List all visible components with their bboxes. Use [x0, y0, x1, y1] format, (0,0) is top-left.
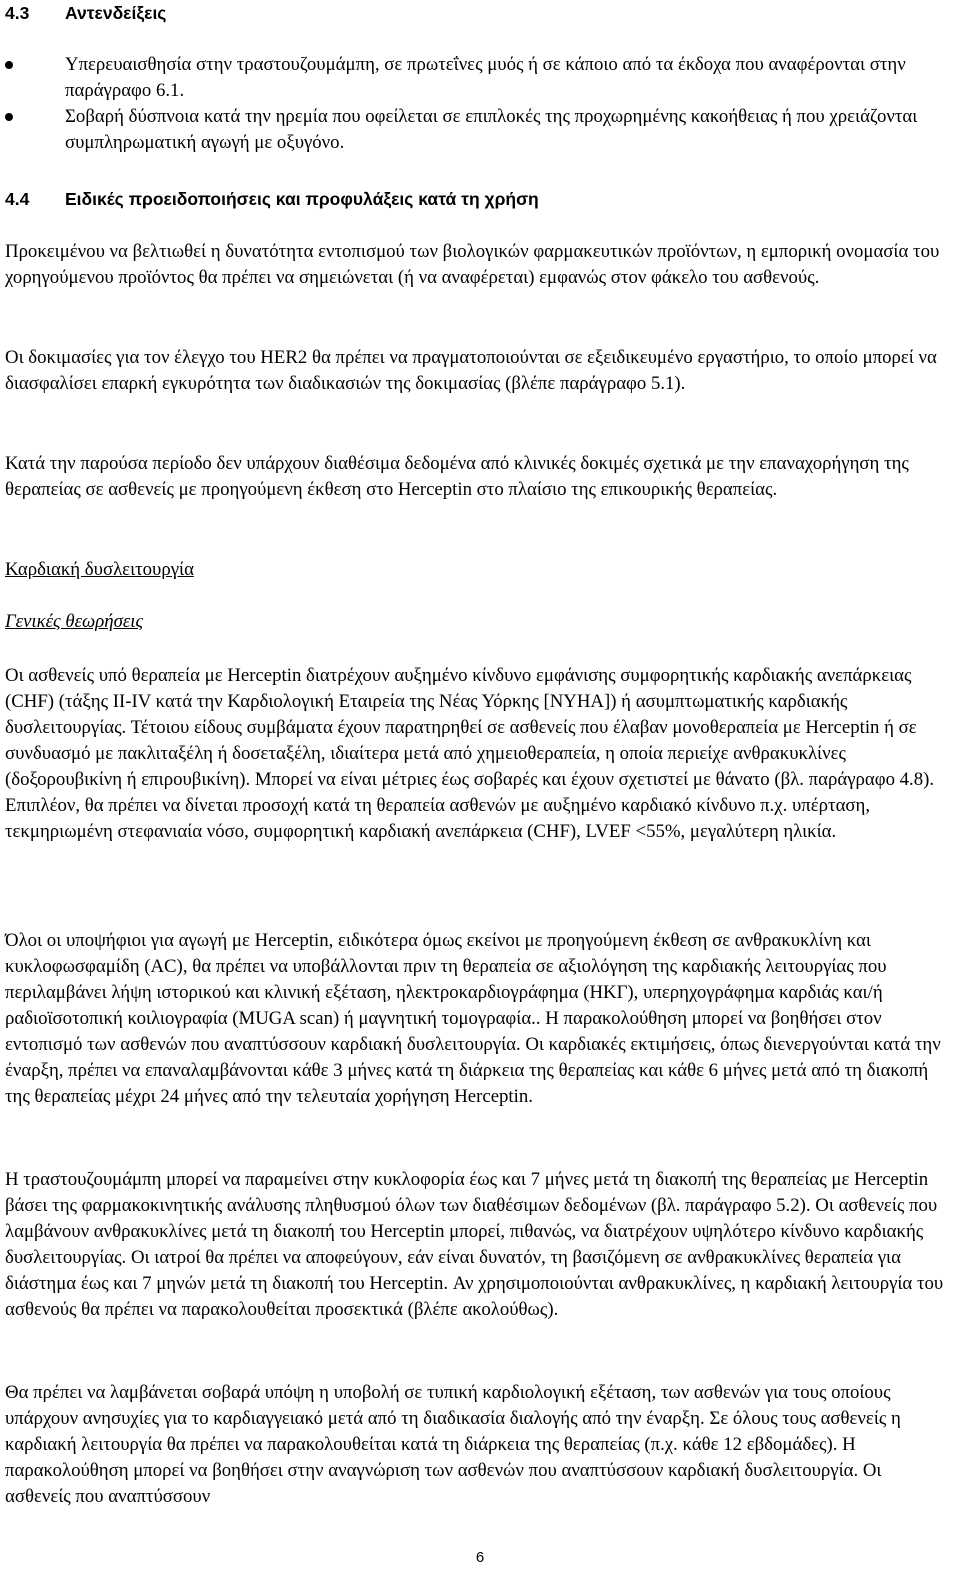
cardiac-dysfunction-heading: Καρδιακή δυσλειτουργία: [5, 559, 194, 580]
paragraph-cardiology-exam: Θα πρέπει να λαμβάνεται σοβαρά υπόψη η υποβολή σε τυπική καρδιολογική εξέταση, των ασθενών για τους οποίους υπάρχουν ανησυχίες για το καρδιαγγειακό μετά από τη διαδικασία διαλογής από την έναρξη. Σε όλους τους ασθενείς η καρδιακή λειτουργία θα πρέπει να παρακολουθείται κατά τη διάρκεια της θεραπείας (π.χ. κάθε 12 εβδομάδες). Η παρακολούθηση μπορεί να βοηθήσει στην αναγνώριση των ασθενών που αναπτύσσουν καρδιακή δυσλειτουργία. Οι ασθενείς που αναπτύσσουν: [5, 1382, 901, 1507]
paragraph-baseline-assessment: Όλοι οι υποψήφιοι για αγωγή με Herceptin, ειδικότερα όμως εκείνοι με προηγούμενη έκθεση σε ανθρακυκλίνη και κυκλοφωσφαμίδη (AC), θα πρέπει να υποβάλλονται πριν τη θεραπεία σε αξιολόγηση της καρδιακής λειτουργίας που περιλαμβάνει λήψη ιστορικού και κλινική εξέταση, ηλεκτροκαρδιογράφημα (ΗΚΓ), υπερηχογράφημα καρδιάς και/ή ραδιοϊσοτοπική κοιλιογραφία (MUGA scan) ή μαγνητική τομογραφία.. Η παρακολούθηση μπορεί να βοηθήσει στον εντοπισμό των ασθενών που αναπτύσσουν καρδιακή δυσλειτουργία. Οι καρδιακές εκτιμήσεις, όπως διενεργούνται κατά την έναρξη, πρέπει να επαναλαμβάνονται κάθε 3 μήνες κατά τη διάρκεια της θεραπείας και κάθε 6 μήνες μετά από τη διακοπή της θεραπείας μέχρι 24 μήνες από την τελευταία χορήγηση Herceptin.: [5, 930, 941, 1107]
paragraph-chf-risk: Οι ασθενείς υπό θεραπεία με Herceptin διατρέχουν αυξημένο κίνδυνο εμφάνισης συμφορητικής καρδιακής ανεπάρκειας (CHF) (τάξης II-IV κατά την Καρδιολογική Εταιρεία της Νέας Υόρκης [NYHA]) ή ασυμπτωματικής καρδιακής δυσλειτουργίας. Τέτοιου είδους συμβάματα έχουν παρατηρηθεί σε ασθενείς που έλαβαν μονοθεραπεία με Herceptin ή σε συνδυασμό με πακλιταξέλη ή δοσεταξέλη, ιδιαίτερα μετά από χημειοθεραπεία, η οποία περιείχε ανθρακυκλίνες (δοξορουβικίνη ή επιρουβικίνη). Μπορεί να είναι μέτριες έως σοβαρές και έχουν σχετιστεί με θάνατο (βλ. παράγραφο 4.8). Επιπλέον, θα πρέπει να δίνεται προσοχή κατά τη θεραπεία ασθενών με αυξημένο καρδιακό κίνδυνο π.χ. υπέρταση, τεκμηριωμένη στεφανιαία νόσο, συμφορητική καρδιακή ανεπάρκεια (CHF), LVEF <55%, μεγαλύτερη ηλικία.: [5, 665, 935, 842]
bullet-icon: [5, 61, 13, 69]
bullet-text: Υπερευαισθησία στην τραστουζουμάμπη, σε πρωτεΐνες μυός ή σε κάποιο από τα έκδοχα που αναφέρονται στην παράγραφο 6.1.: [65, 54, 906, 101]
list-item: [5, 104, 945, 156]
list-item: [5, 52, 945, 104]
section-4-3-number: 4.3: [5, 3, 30, 23]
paragraph-traceability: Προκειμένου να βελτιωθεί η δυνατότητα εντοπισμού των βιολογικών φαρμακευτικών προϊόντων, η εμπορική ονομασία του χορηγούμενου προϊόντος θα πρέπει να σημειώνεται (ή να αναφέρεται) εμφανώς στον φάκελο του ασθενούς.: [5, 241, 940, 288]
section-4-4-number: 4.4: [5, 189, 30, 209]
section-4-4-heading: [5, 186, 539, 212]
section-4-4-title: Ειδικές προειδοποιήσεις και προφυλάξεις κατά τη χρήση: [65, 189, 539, 209]
bullet-icon: [5, 113, 13, 121]
paragraph-her2-testing: Οι δοκιμασίες για τον έλεγχο του HER2 θα πρέπει να πραγματοποιούνται σε εξειδικευμένο εργαστήριο, το οποίο μπορεί να διασφαλίσει επαρκή εγκυρότητα των διαδικασιών της δοκιμασίας (βλέπε παράγραφο 5.1).: [5, 347, 937, 394]
bullet-text: Σοβαρή δύσπνοια κατά την ηρεμία που οφείλεται σε επιπλοκές της προχωρημένης κακοήθειας ή που χρειάζονται συμπληρωματική αγωγή με οξυγόνο.: [65, 106, 918, 153]
paragraph-trastuzumab-washout: Η τραστουζουμάμπη μπορεί να παραμείνει στην κυκλοφορία έως και 7 μήνες μετά τη διακοπή της θεραπείας με Herceptin βάσει της φαρμακοκινητικής ανάλυσης πληθυσμού όλων των διαθέσιμων δεδομένων (βλ. παράγραφο 5.2). Οι ασθενείς που λαμβάνουν ανθρακυκλίνες μετά τη διακοπή του Herceptin μπορεί, πιθανώς, να διατρέχουν υψηλότερο κίνδυνο καρδιακής δυσλειτουργίας. Οι ιατροί θα πρέπει να αποφεύγουν, εάν είναι δυνατόν, τη βασιζόμενη σε ανθρακυκλίνες θεραπεία για διάστημα έως και 7 μηνών μετά τη διακοπή του Herceptin. Αν χρησιμοποιούνται ανθρακυκλίνες, η καρδιακή λειτουργία του ασθενούς θα πρέπει να παρακολουθείται προσεκτικά (βλέπε ακολούθως).: [5, 1169, 944, 1320]
section-4-3-heading: [5, 0, 166, 26]
page-number: 6: [475, 1549, 485, 1566]
general-considerations-heading: Γενικές θεωρήσεις: [5, 611, 144, 632]
paragraph-retreatment: Κατά την παρούσα περίοδο δεν υπάρχουν διαθέσιμα δεδομένα από κλινικές δοκιμές σχετικά με την επαναχορήγηση της θεραπείας σε ασθενείς με προηγούμενη έκθεση στο Herceptin στο πλαίσιο της επικουρικής θεραπείας.: [5, 453, 909, 500]
section-4-3-title: Αντενδείξεις: [65, 3, 167, 23]
contraindications-list: [5, 52, 945, 156]
